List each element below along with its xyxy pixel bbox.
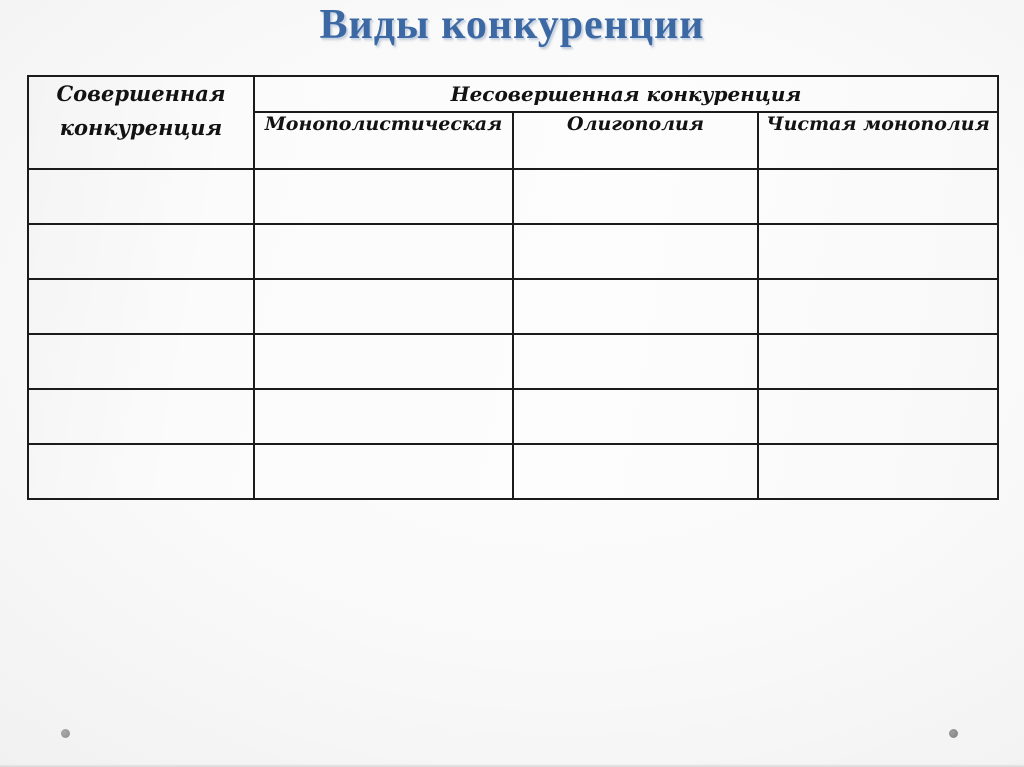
decorative-dot-left bbox=[61, 729, 70, 738]
header-cell-imperfect-competition: Несовершенная конкуренция bbox=[254, 76, 998, 112]
table-cell bbox=[513, 279, 758, 334]
table-cell bbox=[28, 169, 254, 224]
competition-types-table bbox=[27, 75, 999, 500]
table-cell bbox=[513, 444, 758, 499]
table-cell bbox=[758, 169, 998, 224]
table-cell bbox=[758, 224, 998, 279]
table-cell bbox=[513, 224, 758, 279]
table-cell bbox=[254, 334, 513, 389]
table-row bbox=[28, 224, 998, 279]
table-cell bbox=[28, 224, 254, 279]
table-cell bbox=[254, 389, 513, 444]
header-cell-perfect-competition: Совершенная конкуренция bbox=[28, 76, 254, 169]
table-cell bbox=[28, 389, 254, 444]
header-cell-pure-monopoly: Чистая монополия bbox=[758, 112, 998, 169]
table-cell bbox=[254, 444, 513, 499]
table-row bbox=[28, 444, 998, 499]
table-row bbox=[28, 334, 998, 389]
table-cell bbox=[28, 334, 254, 389]
table-row bbox=[28, 389, 998, 444]
header-cell-monopolistic: Монополистическая bbox=[254, 112, 513, 169]
table-header-row-top bbox=[28, 76, 998, 112]
table-cell bbox=[513, 389, 758, 444]
table-cell bbox=[758, 389, 998, 444]
table-cell bbox=[28, 444, 254, 499]
table-row bbox=[28, 169, 998, 224]
table-cell bbox=[758, 444, 998, 499]
table-row bbox=[28, 279, 998, 334]
table-cell bbox=[28, 279, 254, 334]
table-cell bbox=[758, 334, 998, 389]
table-cell bbox=[254, 279, 513, 334]
slide-title: Виды конкуренции bbox=[319, 2, 705, 48]
table-cell bbox=[254, 169, 513, 224]
header-cell-oligopoly: Олигополия bbox=[513, 112, 758, 169]
decorative-dot-right bbox=[949, 729, 958, 738]
table-cell bbox=[513, 334, 758, 389]
table-cell bbox=[758, 279, 998, 334]
table-cell bbox=[513, 169, 758, 224]
table-cell bbox=[254, 224, 513, 279]
